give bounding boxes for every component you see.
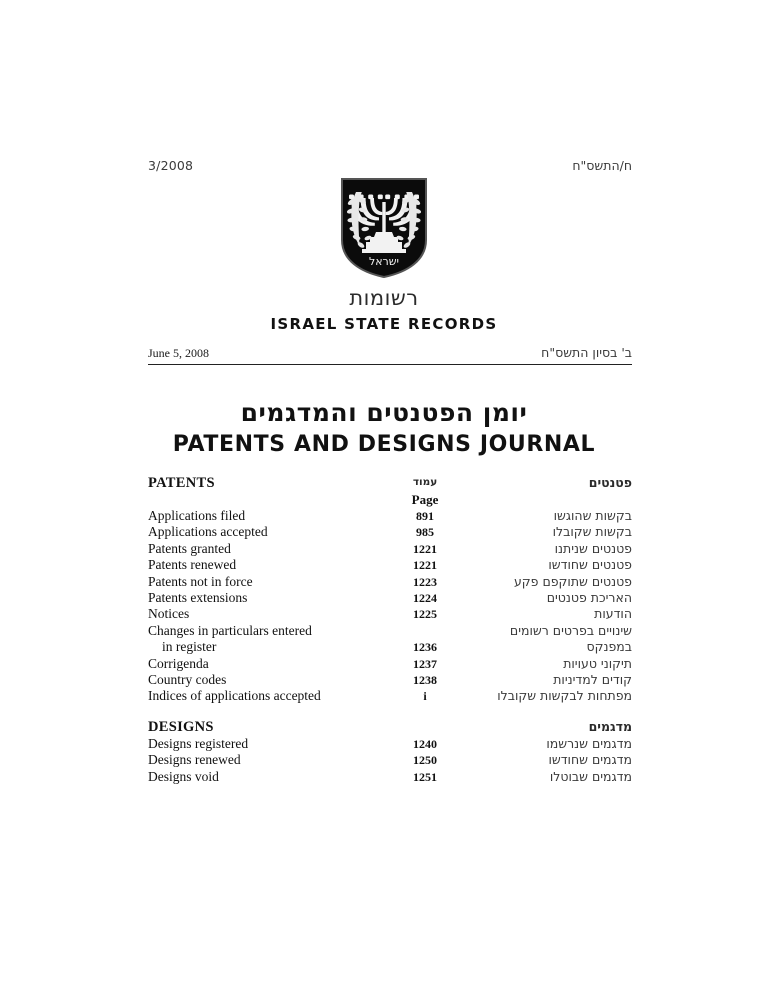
page-column-header-english: Page bbox=[411, 492, 439, 507]
toc-entry-hebrew: בקשות שהוגשו bbox=[553, 508, 632, 523]
toc-entry-english: Patents not in force bbox=[148, 573, 253, 589]
toc-entry-hebrew: קודים למדיניות bbox=[553, 672, 632, 688]
toc-entry-english: Applications filed bbox=[148, 508, 246, 523]
toc-entry-hebrew: שינויים בפרטים רשומים במפנקס bbox=[456, 623, 632, 656]
table-of-contents bbox=[148, 474, 632, 785]
toc-section-heading-row bbox=[148, 474, 632, 492]
toc-entry-english: Designs registered bbox=[148, 735, 249, 751]
toc-entry-english: Changes in particulars entered in register bbox=[148, 623, 394, 656]
emblem-container bbox=[0, 176, 768, 280]
toc-page-number: 1250 bbox=[413, 753, 437, 768]
toc-entry-english: Applications accepted bbox=[148, 524, 268, 540]
toc-entry-english: Indices of applications accepted bbox=[148, 688, 321, 704]
toc-entry-hebrew: מדגמים שבוטלו bbox=[549, 768, 632, 784]
toc-page-number: 1240 bbox=[413, 736, 437, 751]
toc-page-number: 891 bbox=[416, 509, 434, 523]
toc-page-number: 1237 bbox=[413, 656, 437, 671]
masthead-english: ISRAEL STATE RECORDS bbox=[270, 315, 498, 334]
toc-row[interactable] bbox=[148, 769, 632, 785]
toc-entry-english: Notices bbox=[148, 606, 190, 622]
toc-row[interactable] bbox=[148, 623, 632, 656]
toc-row[interactable] bbox=[148, 590, 632, 606]
toc-row[interactable] bbox=[148, 557, 632, 573]
toc-row[interactable] bbox=[148, 541, 632, 557]
toc-entry-english: Patents granted bbox=[148, 540, 231, 556]
toc-entry-english-continuation: in register bbox=[162, 639, 217, 655]
toc-row[interactable] bbox=[148, 574, 632, 590]
toc-entry-english: Designs renewed bbox=[148, 752, 241, 768]
toc-entry-hebrew: פטנטים שתוקפם פקע bbox=[513, 573, 632, 589]
journal-title-hebrew: יומן הפטנטים והמדגמים bbox=[240, 398, 528, 427]
toc-row[interactable] bbox=[148, 656, 632, 672]
hebrew-year-label: ח/התשס"ח bbox=[572, 158, 632, 173]
date-english: June 5, 2008 bbox=[148, 346, 209, 360]
journal-title bbox=[0, 398, 768, 457]
emblem-inscription: ישראל bbox=[368, 255, 400, 268]
issue-number: 3/2008 bbox=[148, 158, 194, 173]
page-column-header-hebrew: עמוד bbox=[412, 476, 438, 488]
toc-column-header-row bbox=[148, 492, 632, 508]
toc-row[interactable] bbox=[148, 606, 632, 622]
toc-page-number: 1236 bbox=[413, 639, 437, 654]
journal-title-english: PATENTS AND DESIGNS JOURNAL bbox=[172, 432, 596, 457]
toc-entry-english: Designs void bbox=[148, 768, 219, 784]
toc-entry-hebrew: מדגמים שחודשו bbox=[548, 752, 632, 768]
toc-entry-hebrew: פטנטים שניתנו bbox=[554, 540, 632, 556]
masthead-hebrew: רשומות bbox=[349, 286, 419, 310]
toc-table bbox=[148, 474, 632, 785]
section-heading-english: DESIGNS bbox=[148, 718, 214, 735]
toc-entry-english: Corrigenda bbox=[148, 655, 209, 671]
toc-row[interactable] bbox=[148, 752, 632, 768]
toc-entry-english: Country codes bbox=[148, 672, 227, 688]
masthead bbox=[0, 286, 768, 333]
toc-row[interactable] bbox=[148, 508, 632, 524]
toc-entry-hebrew: הודעות bbox=[594, 606, 632, 622]
toc-entry-hebrew: בקשות שקובלו bbox=[552, 524, 632, 540]
toc-row[interactable] bbox=[148, 736, 632, 752]
toc-page-number: 1225 bbox=[413, 607, 437, 622]
toc-page-number: 1221 bbox=[413, 558, 437, 573]
toc-row[interactable] bbox=[148, 688, 632, 704]
section-heading-english: PATENTS bbox=[148, 475, 215, 491]
toc-section-gap bbox=[148, 705, 632, 718]
toc-entry-hebrew: מפתחות לבקשות שקובלו bbox=[497, 688, 632, 704]
toc-page-number: 1224 bbox=[413, 591, 437, 606]
toc-page-number: i bbox=[423, 689, 427, 704]
toc-entry-english: Patents renewed bbox=[148, 557, 237, 573]
toc-entry-hebrew: תיקוני טעויות bbox=[563, 655, 632, 671]
header-divider bbox=[148, 364, 632, 365]
date-hebrew: ב' בסיון התשס"ח bbox=[541, 345, 632, 360]
toc-entry-english: Patents extensions bbox=[148, 590, 248, 606]
toc-section-heading-row bbox=[148, 718, 632, 736]
toc-row[interactable] bbox=[148, 672, 632, 688]
toc-row[interactable] bbox=[148, 524, 632, 540]
israel-state-emblem-icon bbox=[338, 176, 430, 280]
toc-page-number: 1223 bbox=[413, 574, 437, 589]
dateline bbox=[148, 345, 632, 361]
toc-page-number: 1221 bbox=[413, 541, 437, 556]
section-heading-hebrew: פטנטים bbox=[588, 475, 632, 490]
page-header bbox=[148, 158, 632, 173]
toc-page-number: 1238 bbox=[413, 673, 437, 688]
toc-entry-hebrew-continuation: במפנקס bbox=[586, 639, 632, 655]
toc-page-number: 985 bbox=[416, 525, 434, 540]
toc-page-number: 1251 bbox=[413, 769, 437, 784]
section-heading-hebrew: מדגמים bbox=[588, 718, 632, 734]
toc-entry-hebrew: מדגמים שנרשמו bbox=[546, 735, 632, 751]
toc-entry-hebrew: האריכת פטנטים bbox=[546, 590, 632, 606]
toc-entry-hebrew: פטנטים שחודשו bbox=[548, 557, 632, 573]
